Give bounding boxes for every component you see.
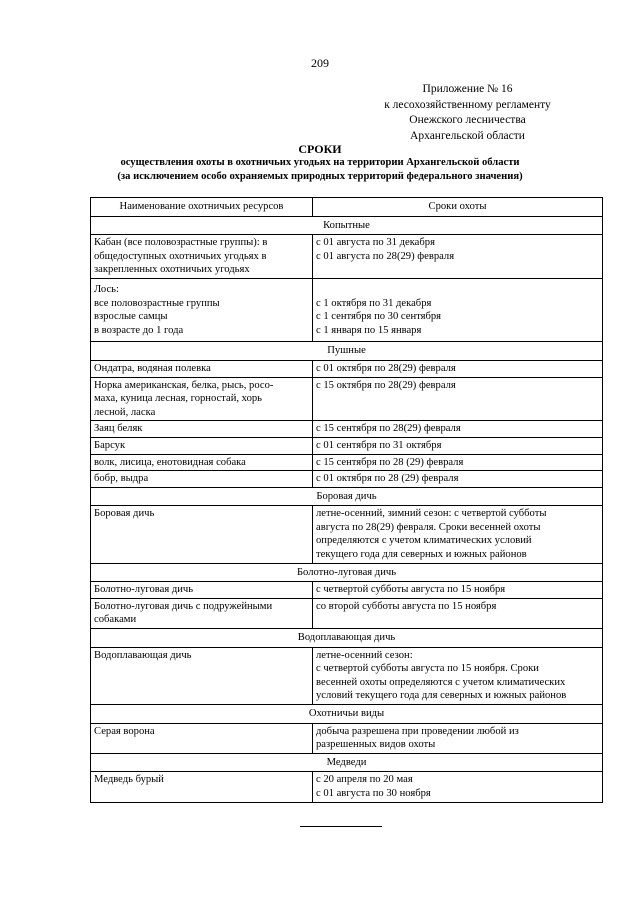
hunting-period-line: с 1 сентября по 30 сентября (316, 311, 442, 323)
hunting-period-cell (313, 647, 603, 704)
table-row (91, 360, 603, 377)
table-body (91, 216, 603, 802)
resource-name-line: общедоступных охотничьих угодьях в (94, 250, 267, 262)
resource-name-cell (91, 582, 313, 599)
resource-name-line: Серая ворона (94, 725, 155, 737)
column-header-periods: Сроки охоты (313, 198, 603, 217)
category-row (91, 563, 603, 582)
table-row (91, 235, 603, 279)
resource-name-line: Лось: (94, 283, 119, 295)
hunting-period-cell (313, 471, 603, 488)
category-label: Охотничьи виды (91, 705, 603, 724)
category-row (91, 487, 603, 506)
resource-name-line: Заяц беляк (94, 423, 143, 435)
appendix-line: Приложение № 16 (422, 83, 513, 95)
hunting-period-cell (313, 772, 603, 802)
resource-name-cell (91, 772, 313, 802)
hunting-period-cell (313, 278, 603, 341)
subtitle-line: (за исключением особо охраняемых природных территорий федерального значения) (117, 171, 523, 182)
resource-name-cell (91, 723, 313, 753)
resource-name-line: Кабан (все половозрастные группы): в (94, 237, 268, 249)
resource-name-cell (91, 360, 313, 377)
footer-divider (300, 826, 382, 827)
resource-name-line: бобр, выдра (94, 473, 149, 485)
hunting-period-cell (313, 235, 603, 279)
hunting-period-line: разрешенных видов охоты (316, 739, 436, 751)
category-row (91, 342, 603, 361)
hunting-period-cell (313, 437, 603, 454)
resource-name-cell (91, 437, 313, 454)
hunting-period-line: с 15 сентября по 28(29) февраля (316, 423, 461, 435)
hunting-period-line: с 15 октября по 28(29) февраля (316, 379, 456, 391)
hunting-period-line: с 01 сентября по 31 октября (316, 439, 442, 451)
resource-name-cell (91, 471, 313, 488)
hunting-period-cell (313, 360, 603, 377)
document-subtitle (0, 156, 640, 184)
table-row (91, 723, 603, 753)
hunting-period-cell (313, 506, 603, 563)
hunting-period-cell (313, 598, 603, 628)
appendix-line: к лесохозяйственному регламенту (384, 98, 551, 111)
hunting-period-line: с четвертой субботы августа по 15 ноября (316, 584, 506, 596)
page-number: 209 (311, 56, 329, 70)
document-title: СРОКИ (298, 142, 342, 156)
table-row (91, 582, 603, 599)
resource-name-line: Норка американская, белка, рысь, росо- (94, 379, 274, 391)
resource-name-line: Болотно-луговая дичь с подружейными (94, 600, 273, 612)
table-row (91, 278, 603, 341)
table-row (91, 421, 603, 438)
resource-name-line: взрослые самцы (94, 311, 168, 323)
resource-name-cell (91, 598, 313, 628)
hunting-period-line (316, 283, 599, 297)
hunting-period-line: августа по 28(29) февраля. Сроки весенней охоты (316, 521, 541, 533)
hunting-period-line: добыча разрешена при проведении любой из (316, 725, 519, 737)
hunting-period-cell (313, 377, 603, 421)
resource-name-line: волк, лисица, енотовидная собака (94, 456, 246, 468)
hunting-period-line: с 1 января по 15 января (316, 324, 422, 336)
resource-name-line: лесной, ласка (94, 406, 156, 418)
category-row (91, 216, 603, 235)
table-header-row (91, 198, 603, 217)
hunting-period-line: весенней охоты определяются с учетом климатических (316, 676, 566, 688)
hunting-period-line: летне-осенний сезон: (316, 649, 413, 661)
appendix-header (360, 82, 575, 144)
hunting-period-line: летне-осенний, зимний сезон: с четвертой субботы (316, 508, 547, 520)
table-row (91, 377, 603, 421)
hunting-period-line: с 20 апреля по 20 мая (316, 774, 413, 786)
table-row (91, 471, 603, 488)
hunting-periods-table (90, 197, 603, 803)
hunting-period-line: со второй субботы августа по 15 ноября (316, 600, 497, 612)
resource-name-line: Ондатра, водяная полевка (94, 362, 211, 374)
hunting-period-line: с 01 августа по 28(29) февраля (316, 250, 455, 262)
category-label: Пушные (91, 342, 603, 361)
resource-name-line: Водоплавающая дичь (94, 649, 192, 661)
hunting-period-line: с 01 августа по 31 декабря (316, 237, 435, 249)
resource-name-line: закрепленных охотничьих угодьях (94, 264, 250, 276)
resource-name-line: все половозрастные группы (94, 297, 220, 309)
category-label: Копытные (91, 216, 603, 235)
hunting-period-line: с четвертой субботы августа по 15 ноября. Сроки (316, 663, 539, 675)
table-row (91, 506, 603, 563)
column-header-resources: Наименование охотничьих ресурсов (91, 198, 313, 217)
appendix-line: Архангельской области (410, 129, 525, 142)
resource-name-line: в возрасте до 1 года (94, 324, 184, 336)
hunting-period-line: с 15 сентября по 28 (29) февраля (316, 456, 464, 468)
resource-name-cell (91, 506, 313, 563)
hunting-period-cell (313, 421, 603, 438)
category-row (91, 753, 603, 772)
hunting-period-line: с 01 октября по 28 (29) февраля (316, 473, 459, 485)
category-label: Медведи (91, 753, 603, 772)
appendix-line: Онежского лесничества (409, 114, 526, 126)
table-row (91, 772, 603, 802)
table-row (91, 437, 603, 454)
hunting-period-line: текущего года для северных и южных районов (316, 549, 527, 561)
table-row (91, 454, 603, 471)
resource-name-line: маха, куница лесная, горностай, хорь (94, 393, 262, 405)
resource-name-cell (91, 421, 313, 438)
hunting-period-line: с 01 октября по 28(29) февраля (316, 362, 456, 374)
hunting-period-cell (313, 582, 603, 599)
category-label: Болотно-луговая дичь (91, 563, 603, 582)
table-row (91, 598, 603, 628)
resource-name-cell (91, 647, 313, 704)
hunting-period-line: с 1 октября по 31 декабря (316, 297, 432, 309)
resource-name-cell (91, 454, 313, 471)
resource-name-line: Медведь бурый (94, 774, 164, 786)
table-row (91, 647, 603, 704)
category-row (91, 705, 603, 724)
hunting-period-line: определяются с учетом климатических условий (316, 535, 532, 547)
hunting-period-cell (313, 723, 603, 753)
hunting-period-line: с 01 августа по 30 ноября (316, 787, 431, 799)
subtitle-line: осуществления охоты в охотничьих угодьях на территории Архангельской области (120, 157, 520, 168)
resource-name-line: Болотно-луговая дичь (94, 584, 194, 596)
category-label: Водоплавающая дичь (91, 629, 603, 648)
resource-name-cell (91, 235, 313, 279)
resource-name-line: собаками (94, 614, 137, 626)
resource-name-line: Боровая дичь (94, 508, 155, 520)
category-label: Боровая дичь (91, 487, 603, 506)
hunting-period-line: условий текущего года для северных и южных районов (316, 690, 567, 702)
resource-name-cell (91, 377, 313, 421)
category-row (91, 629, 603, 648)
resource-name-line: Барсук (94, 439, 126, 451)
resource-name-cell (91, 278, 313, 341)
hunting-period-cell (313, 454, 603, 471)
